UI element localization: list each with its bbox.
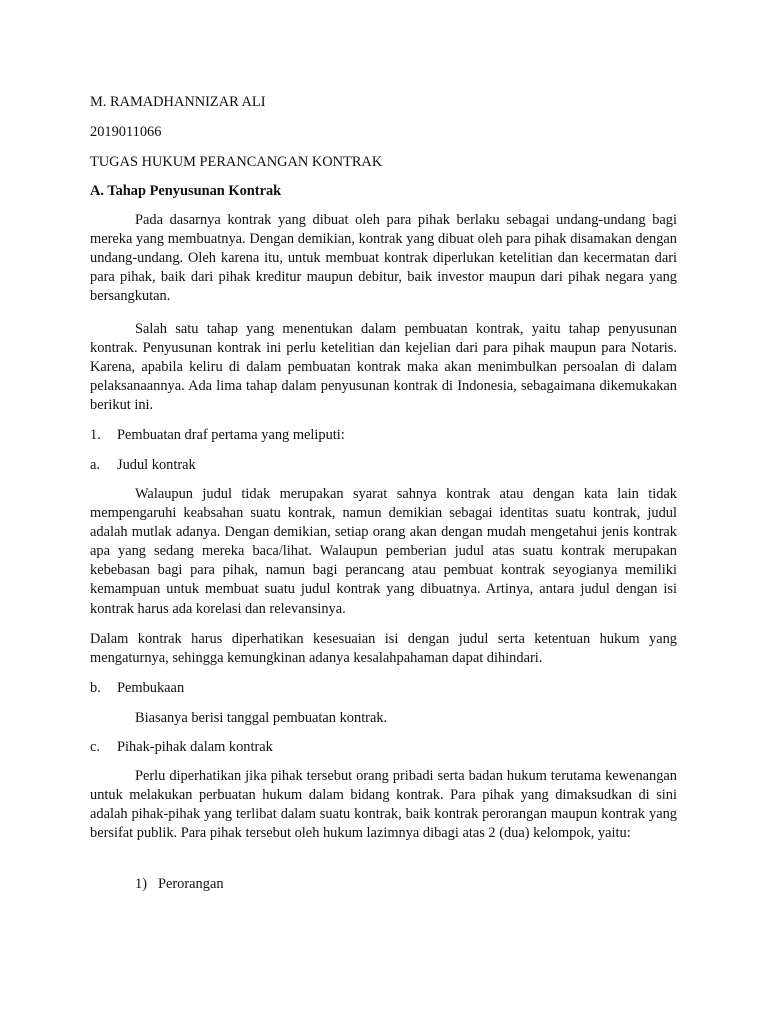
- paragraph-judul: Walaupun judul tidak merupakan syarat sahnya kontrak atau dengan kata lain tidak mempengaruhi keabsahan suatu kontrak, namun demikian sebagai identitas suatu kontrak, judul adalah mutlak adanya. Dengan demikian, setiap orang akan dengan mudah mengetahui jenis kontrak apa yang sedang mereka baca/lihat. Walaupun pemberian judul atas suatu kontrak merupakan kebebasan bagi para pihak, namun bagi perancang atau pembuat kontrak seyogianya memiliki kemampuan untuk membuat suatu judul kontrak yang dibuatnya. Artinya, antara judul dengan isi kontrak harus ada korelasi dan relevansinya.: [90, 486, 677, 617]
- paragraph-stages: Salah satu tahap yang menentukan dalam pembuatan kontrak, yaitu tahap penyusunan kontrak. Penyusunan kontrak ini perlu ketelitian dan kejelian dari para pihak maupun para Notaris. Karena, apabila keliru di dalam pembuatan kontrak maka akan menimbulkan persoalan di dalam pelaksanaannya. Ada lima tahap dalam penyusunan kontrak di Indonesia, sebagaimana dikemukakan berikut ini.: [90, 321, 677, 414]
- list-marker-1: 1.: [90, 427, 101, 443]
- list-item-b-title: Pembukaan: [117, 680, 185, 696]
- list-item-1-text: Pembuatan draf pertama yang meliputi:: [117, 427, 345, 443]
- paragraph-intro: Pada dasarnya kontrak yang dibuat oleh para pihak berlaku sebagai undang-undang bagi mereka yang membuatnya. Dengan demikian, kontrak yang dibuat oleh para pihak disamakan dengan undang-undang. Oleh karena itu, untuk membuat kontrak diperlukan ketelitian dan kecermatan dari para pihak, baik dari pihak kreditur maupun debitur, baik investor maupun dari pihak negara yang bersangkutan.: [90, 212, 677, 305]
- list-item-c-title: Pihak-pihak dalam kontrak: [117, 739, 273, 755]
- sublist-marker-1: 1): [135, 876, 147, 892]
- list-item-a-title: Judul kontrak: [117, 457, 196, 473]
- sublist-item-1-text: Perorangan: [158, 876, 224, 892]
- author-name: M. RAMADHANNIZAR ALI: [90, 94, 266, 110]
- assignment-title: TUGAS HUKUM PERANCANGAN KONTRAK: [90, 154, 383, 170]
- list-marker-c: c.: [90, 739, 100, 755]
- list-marker-a: a.: [90, 457, 100, 473]
- section-heading: A. Tahap Penyusunan Kontrak: [90, 183, 282, 199]
- list-marker-b: b.: [90, 680, 101, 696]
- paragraph-pihak: Perlu diperhatikan jika pihak tersebut orang pribadi serta badan hukum terutama kewenangan untuk melakukan perbuatan hukum dalam bidang kontrak. Para pihak yang dimaksudkan di sini adalah pihak-pihak yang terlibat dalam suatu kontrak, baik kontrak perorangan maupun kontrak yang bersifat publik. Para pihak tersebut oleh hukum lazimnya dibagi atas 2 (dua) kelompok, yaitu:: [90, 768, 677, 842]
- paragraph-judul-note: Dalam kontrak harus diperhatikan kesesuaian isi dengan judul serta ketentuan hukum yang mengaturnya, sehingga kemungkinan adanya kesalahpahaman dapat dihindari.: [90, 631, 677, 667]
- list-item-b-text: Biasanya berisi tanggal pembuatan kontrak.: [135, 710, 388, 726]
- student-id: 2019011066: [90, 124, 162, 140]
